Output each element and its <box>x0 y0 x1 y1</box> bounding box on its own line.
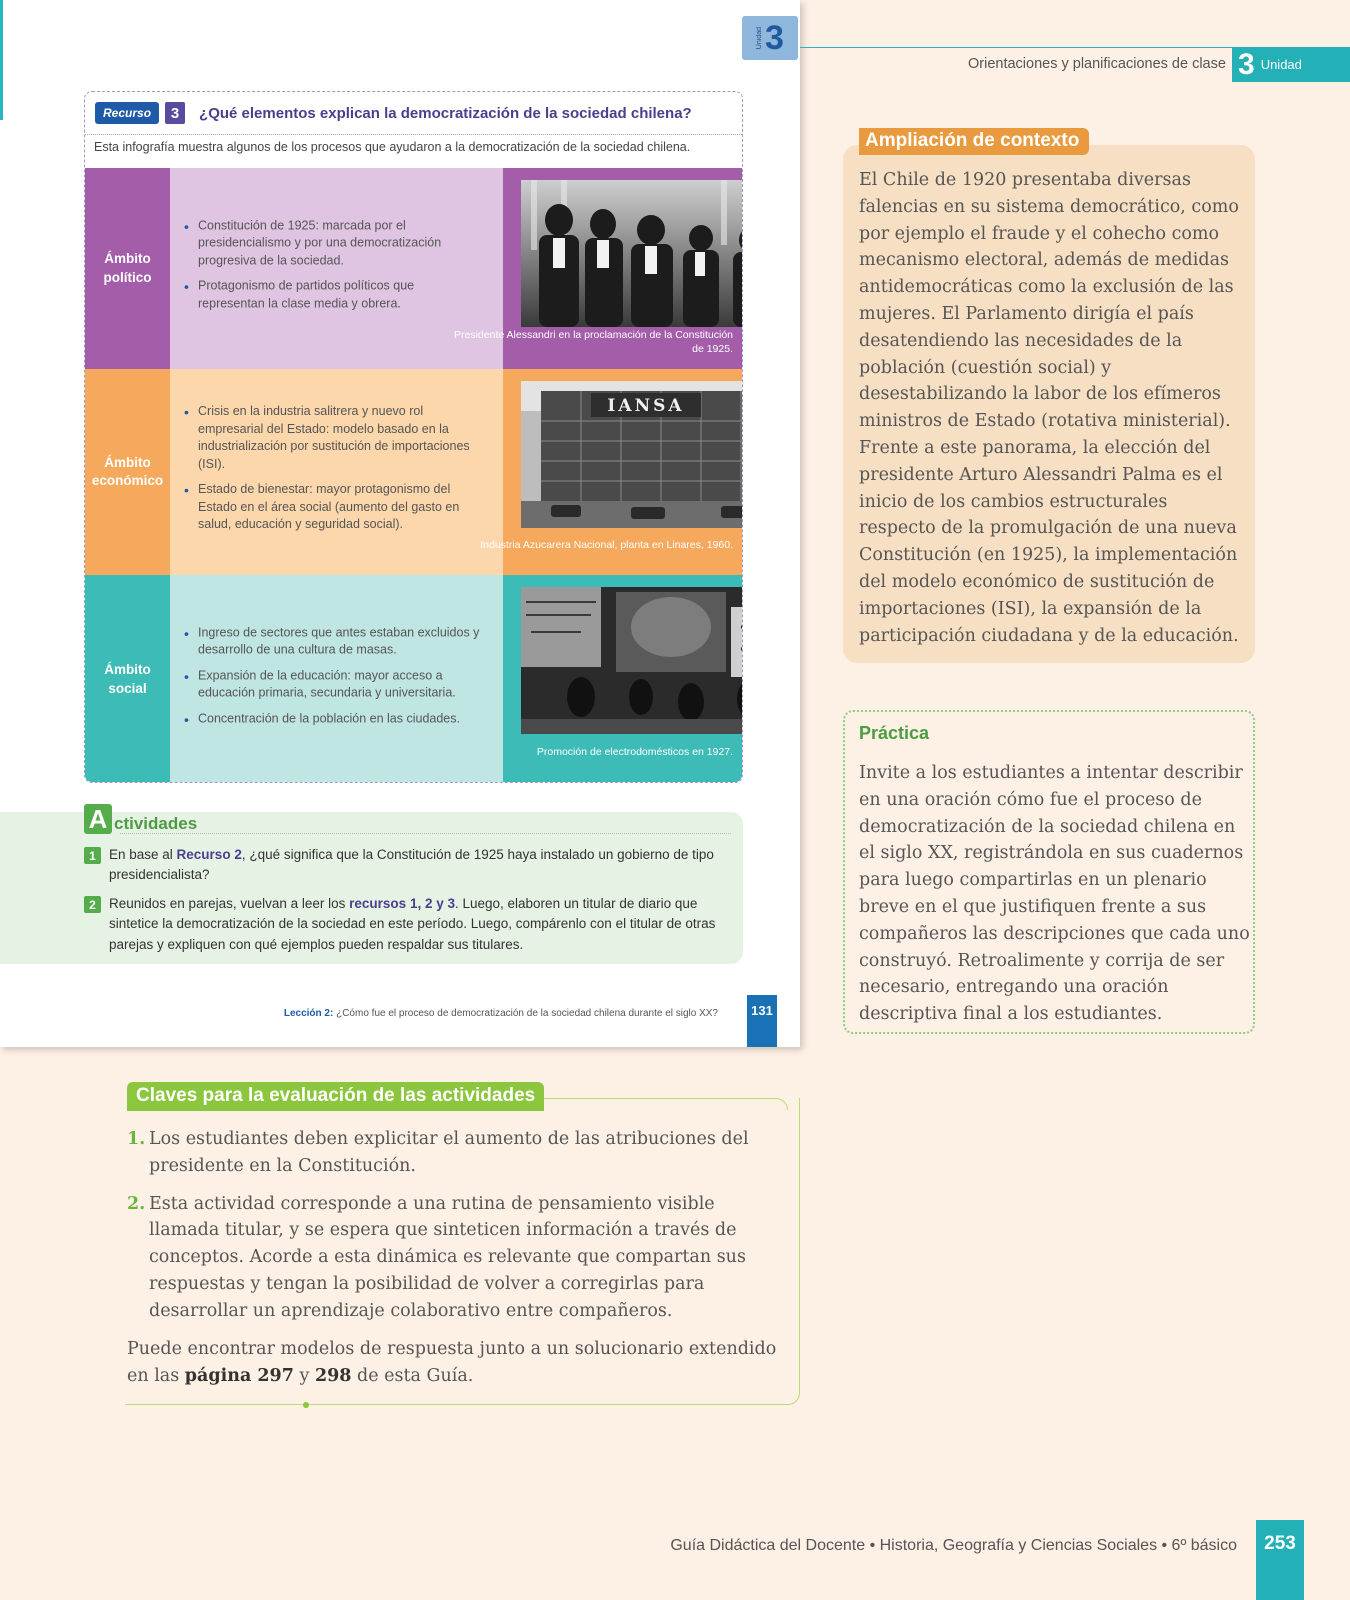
appliances-photo <box>521 587 743 734</box>
unit-label: Unidad <box>1260 57 1302 72</box>
row-image-cell <box>480 369 743 575</box>
unit-tab <box>1232 47 1350 82</box>
header-rule <box>800 47 1232 48</box>
resource-ref: Recurso 2 <box>176 847 242 862</box>
photo-caption: Industria Azucarera Nacional, planta en Linares, 1960. <box>480 539 733 551</box>
page-ref: página 297 <box>184 1365 294 1386</box>
resource-infographic <box>84 91 743 783</box>
list-item: • Concentración de la población en las ciudades. <box>198 710 483 728</box>
item-number: 1. <box>127 1129 146 1149</box>
resource-header <box>95 102 692 124</box>
decorative-dot <box>303 1402 309 1408</box>
activity-item <box>84 845 724 886</box>
item-text: Los estudiantes deben explicitar el aumento de las atribuciones del presidente en la Constitución. <box>149 1129 749 1176</box>
divider <box>529 1098 788 1110</box>
photo-caption: Promoción de electrodomésticos en 1927. <box>536 746 733 758</box>
page-ref: 298 <box>314 1365 352 1386</box>
divider <box>85 134 742 135</box>
activities-initial: A <box>84 804 112 834</box>
context-title: Ampliación de contexto <box>859 128 1089 155</box>
lesson-title: ¿Cómo fue el proceso de democratización de la sociedad chilena durante el siglo XX? <box>333 1008 718 1019</box>
resource-question: ¿Qué elementos explican la democratización de la sociedad chilena? <box>199 104 692 122</box>
resource-number: 3 <box>165 102 185 124</box>
list-item: • Crisis en la industria salitrera y nuevo rol empresarial del Estado: modelo basado en la industrialización por sustitución de importaciones (ISI). <box>198 403 483 473</box>
list-item <box>127 1126 787 1180</box>
unit-number: 3 <box>1238 47 1255 81</box>
row-label: Ámbito social <box>85 575 170 783</box>
alessandri-photo <box>521 180 743 327</box>
iansa-factory-photo <box>521 381 743 528</box>
row-social <box>85 575 743 783</box>
item-text: Esta actividad corresponde a una rutina de pensamiento visible llamada titular, y se espera que sinteticen información a través de conceptos. Acorde a esta dinámica es relevante que compartan sus respuestas y tengan la posibilidad de volver a corregirlas para desarrollar un aprendizaje colaborativo entre compañeros. <box>149 1193 746 1321</box>
guide-page-number: 253 <box>1256 1520 1304 1600</box>
page-edge-accent <box>0 0 3 120</box>
row-label: Ámbito económico <box>85 369 170 575</box>
unit-tab-label: Unidad <box>756 26 764 50</box>
divider <box>120 833 731 834</box>
resource-ref: recursos 1, 2 y 3 <box>349 896 455 911</box>
activity-text: En base al Recurso 2, ¿qué significa que la Constitución de 1925 haya instalado un gobierno de tipo presidencialista? <box>109 847 714 883</box>
activity-number: 2 <box>84 896 101 913</box>
row-label: Ámbito político <box>85 168 170 369</box>
activities-title: ctividades <box>114 814 198 833</box>
list-item: • Estado de bienestar: mayor protagonismo del Estado en el área social (aumento del gasto en salud, educación y seguridad social). <box>198 481 483 534</box>
row-image-cell <box>454 168 743 369</box>
page-header: Orientaciones y planificaciones de clase <box>968 56 1226 72</box>
row-image-cell <box>503 575 743 783</box>
unit-tab <box>742 16 798 60</box>
iansa-sign: IANSA <box>607 396 685 416</box>
resource-badge: Recurso <box>95 102 159 124</box>
evaluation-keys-title: Claves para la evaluación de las actividades <box>127 1082 544 1111</box>
activity-text: Reunidos en parejas, vuelvan a leer los recursos 1, 2 y 3. Luego, elaboren un titular de diario que sintetice la democratización de la sociedad en este período. Luego, compárenlo con el titular de otras parejas y expliquen con qué ejemplos pueden respaldar sus titulares. <box>109 896 716 952</box>
list-item: • Protagonismo de partidos políticos que representan la clase media y obrera. <box>198 277 483 312</box>
practice-text: Invite a los estudiantes a intentar describir en una oración cómo fue el proceso de democratización de la sociedad chilena en el siglo XX, registrándola en sus cuadernos para luego compartirlas en un plenario breve en el que justifiquen frente a sus compañeros las descripciones que cada uno construyó. Retroalimente y corrija de ser necesario, entregando una oración descriptiva final a los estudiantes. <box>859 763 1250 1025</box>
list-item <box>127 1191 787 1325</box>
activity-number: 1 <box>84 847 101 864</box>
item-number: 2. <box>127 1193 146 1214</box>
row-economico <box>85 369 743 575</box>
evaluation-keys-list <box>127 1126 787 1336</box>
list-item: • Expansión de la educación: mayor acceso a educación primaria, secundaria y universitaria. <box>198 667 483 702</box>
lesson-label: Lección 2: <box>283 1008 334 1019</box>
guide-footer: Guía Didáctica del Docente • Historia, Geografía y Ciencias Sociales • 6º básico <box>670 1537 1237 1554</box>
list-item: • Ingreso de sectores que antes estaban excluidos y desarrollo de una cultura de masas. <box>198 624 483 659</box>
activities-box <box>0 803 743 964</box>
student-book-page-number: 131 <box>747 995 777 1047</box>
photo-caption: Presidente Alessandri en la proclamación de la Constitución de 1925. <box>454 329 733 355</box>
row-politico <box>85 168 743 369</box>
student-book-footer <box>284 1008 718 1019</box>
practice-title: Práctica <box>859 723 930 743</box>
list-item: • Constitución de 1925: marcada por el presidencialismo y por una democratización progresiva de la sociedad. <box>198 217 483 270</box>
resource-intro: Esta infografía muestra algunos de los procesos que ayudaron a la democratización de la sociedad chilena. <box>94 140 691 154</box>
student-book-page <box>0 0 800 1047</box>
activities-header <box>84 803 198 834</box>
unit-tab-number: 3 <box>765 19 784 57</box>
evaluation-keys-note: Puede encontrar modelos de respuesta junto a un solucionario extendido en las página 297 y 298 de esta Guía. <box>127 1339 777 1386</box>
activity-item <box>84 894 724 955</box>
context-text: El Chile de 1920 presentaba diversas falencias en su sistema democrático, como por ejemplo el fraude y el cohecho como mecanismo electoral, además de medidas antidemocráticas como la exclusión de las mujeres. El Parlamento dirigía el país desatendiendo las necesidades de la población (cuestión social) y desestabilizando la labor de los efímeros ministros de Estado (rotativa ministerial). Frente a este panorama, la elección del presidente Arturo Alessandri Palma es el inicio de los cambios estructurales respecto de la promulgación de una nueva Constitución (en 1925), la implementación del modelo económico de sustitución de importaciones (ISI), la expansión de la participación ciudadana y de la educación. <box>859 170 1239 646</box>
